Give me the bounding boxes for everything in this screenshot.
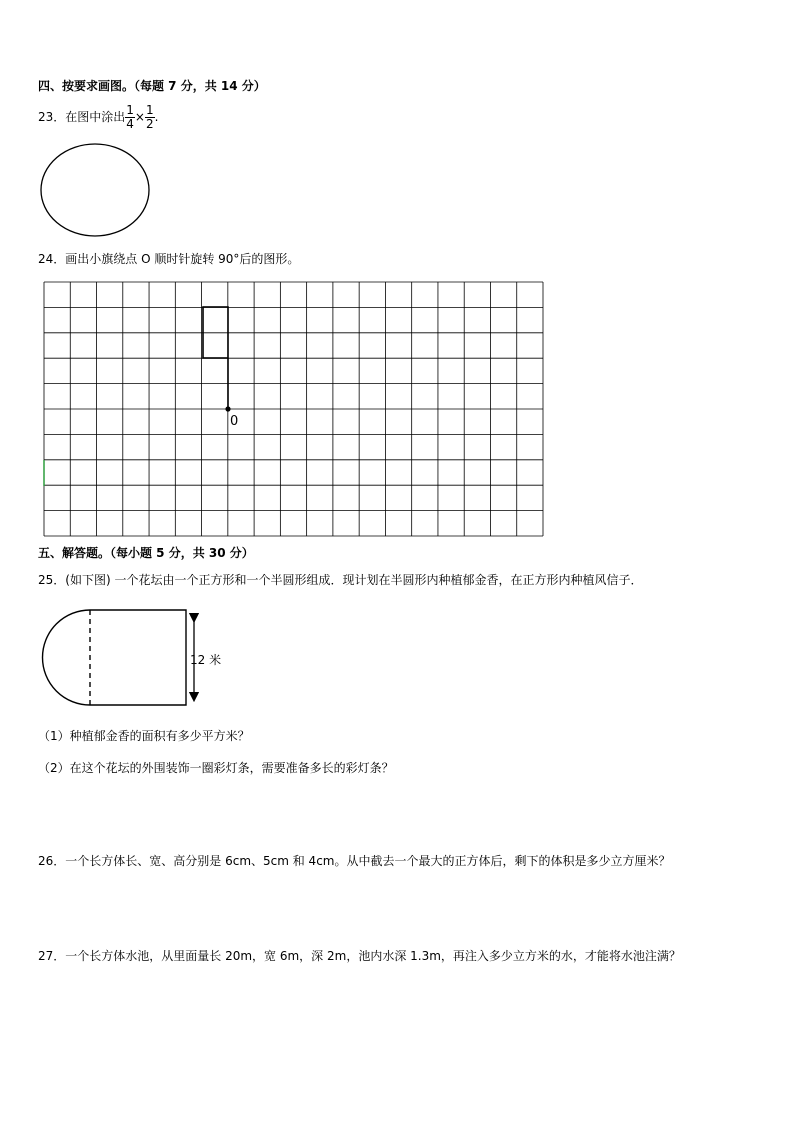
fraction-1-numerator: 1 (126, 103, 134, 117)
question-25-sub-1: （1）种植郁金香的面积有多少平方米？ (38, 729, 250, 743)
times-sign: × (134, 110, 145, 124)
question-26: 26．一个长方体长、宽、高分别是 6cm、5cm 和 4cm。从中截去一个最大的正方体后，剩下的体积是多少立方厘米？ (38, 854, 671, 868)
question-23-prefix: 23．在图中涂出 (38, 110, 126, 124)
dimension-label: 12 米 (190, 653, 222, 667)
question-25: 25．(如下图) 一个花坛由一个正方形和一个半圆形组成．现计划在半圆形内种植郁金香，在正方形内种植风信子． (38, 573, 643, 587)
question-25-sub-2: （2）在这个花坛的外围装饰一圈彩灯条，需要准备多长的彩灯条？ (38, 761, 394, 775)
section-5-heading: 五、解答题。（每小题 5 分，共 30 分） (38, 546, 254, 560)
fraction-2-denominator: 2 (145, 117, 154, 131)
fraction-2-numerator: 1 (145, 103, 154, 117)
fraction-1-denominator: 4 (126, 117, 134, 131)
question-23-suffix: . (154, 110, 159, 124)
section-4-heading: 四、按要求画图。（每题 7 分，共 14 分） (38, 79, 266, 93)
point-o-label: 0 (230, 414, 239, 429)
question-24: 24．画出小旗绕点 O 顺时针旋转 90°后的图形。 (38, 252, 300, 266)
question-27: 27．一个长方体水池，从里面量长 20m，宽 6m，深 2m，池内水深 1.3m，再注入多少立方米的水，才能将水池注满？ (38, 949, 681, 963)
flower-bed-outline (43, 610, 187, 705)
